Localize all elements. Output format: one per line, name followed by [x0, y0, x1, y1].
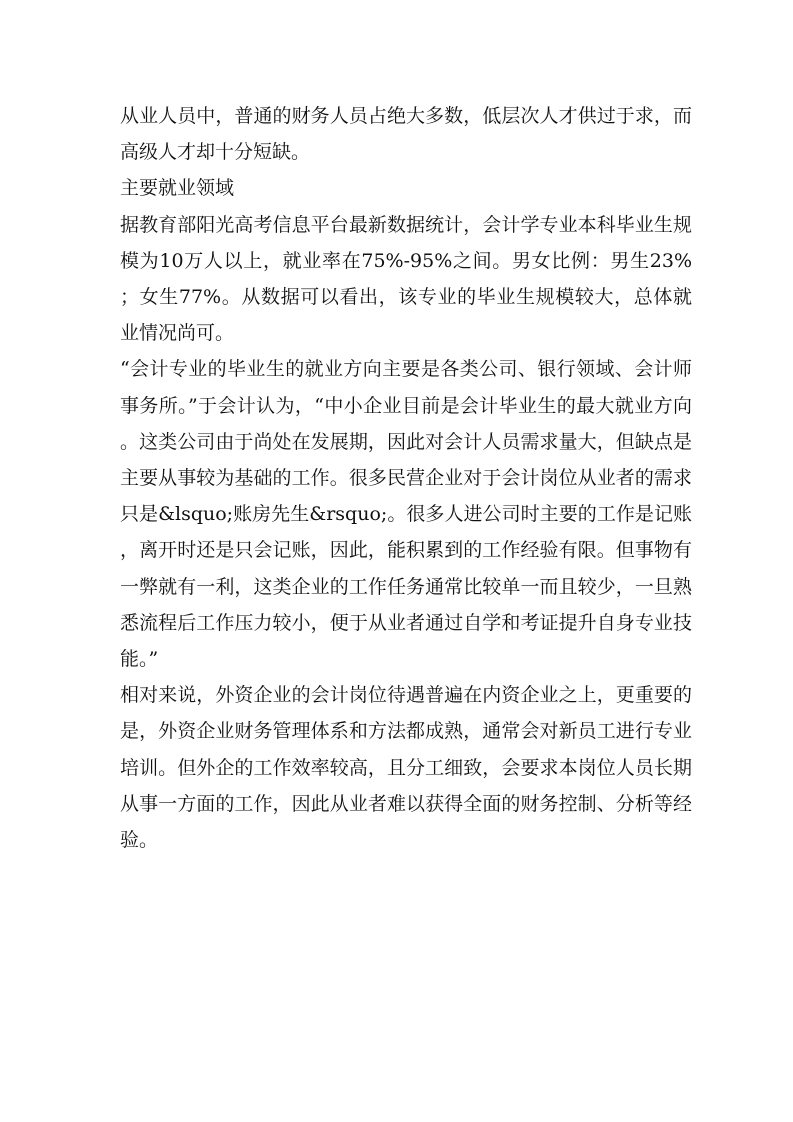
document-body: [120, 98, 692, 858]
paragraph-employment-statistics: 据教育部阳光高考信息平台最新数据统计，会计学专业本科毕业生规模为10万人以上，就业率在75%-95%之间。男女比例：男生23%；女生77%。从数据可以看出，该专业的毕业生规模较大，总体就业情况尚可。: [120, 213, 692, 345]
paragraph-talent-shortage: 从业人员中，普通的财务人员占绝大多数，低层次人才供过于求，而高级人才却十分短缺。: [120, 105, 692, 164]
paragraph-employment-directions: “会计专业的毕业生的就业方向主要是各类公司、银行领域、会计师事务所。”于会计认为，“中小企业目前是会计毕业生的最大就业方向。这类公司由于尚处在发展期，因此对会计人员需求量大，但缺点是主要从事较为基础的工作。很多民营企业对于会计岗位从业者的需求只是&lsquo;账房先生&rsquo;。很多人进公司时主要的工作是记账，离开时还是只会记账，因此，能积累到的工作经验有限。但事物有一弊就有一利，这类企业的工作任务通常比较单一而且较少，一旦熟悉流程后工作压力较小，便于从业者通过自学和考证提升自身专业技能。”: [120, 358, 692, 671]
paragraph-foreign-enterprises: 相对来说，外资企业的会计岗位待遇普遍在内资企业之上，更重要的是，外资企业财务管理体系和方法都成熟，通常会对新员工进行专业培训。但外企的工作效率较高，且分工细致，会要求本岗位人员长期从事一方面的工作，因此从业者难以获得全面的财务控制、分析等经验。: [120, 684, 692, 852]
section-heading-employment-fields: 主要就业领域: [120, 177, 235, 200]
